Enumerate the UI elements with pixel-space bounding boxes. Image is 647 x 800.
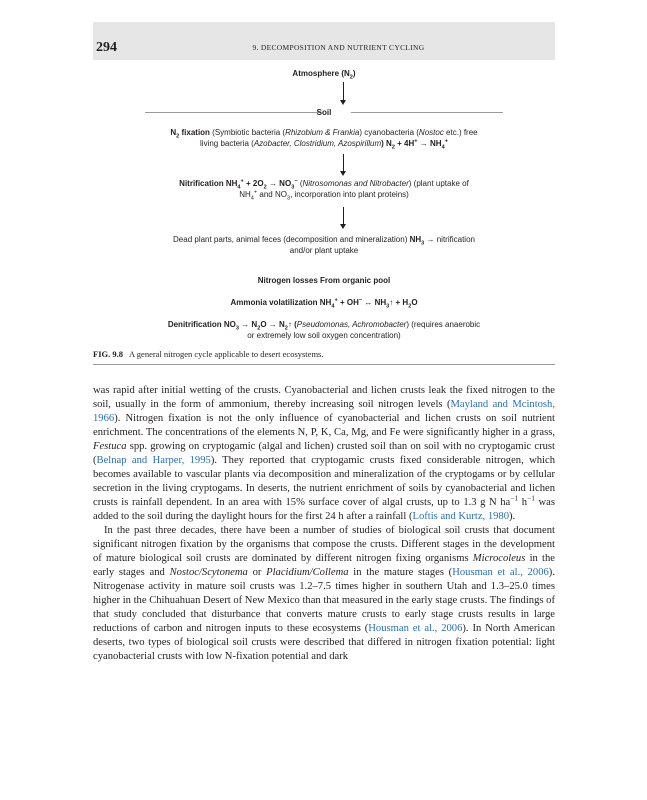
paragraph-2: In the past three decades, there have been a number of studies of biological soil crusts that document significant nitrogen fixation by the organisms that compose the crusts. Different stages in the development of mature biological soil crusts are dominated by different nitrogen fixing organisms Microcoleus in the early stages and Nostoc/Scytonema or Placidium/Collema in the mature stages (Housman et al., 2006). Nitrogenase activity in mature soil crusts was 1.2–7.5 times higher in southern Utah and 1.3–25.0 times higher in the Chihuahuan Desert of New Mexico than that measured in the early stage crusts. The findings of that study concluded that disturbance that converts mature crusts to early stage crusts results in large reductions of carbon and nitrogen inputs to these ecosystems (Housman et al., 2006). In North American deserts, two types of biological soil crusts were described that differed in nitrogen fixation potential: light cyanobacterial crusts with low N-fixation potential and dark [93,525,556,662]
soil-label: Soil [316,108,332,117]
caption-rule [93,364,555,365]
decomposition-node: Dead plant parts, animal feces (decomposition and mineralization) $NH_3$ → nitrification and/or plant uptake [173,235,475,255]
atmosphere-node: Atmosphere $(N_2)$ [292,69,356,81]
citation-link[interactable]: Housman et al., 2006 [368,623,463,634]
nitrification-node: Nitrification $NH_4^+ + 2O_2 \to NO_3^-$ (Nitrosomonas and Nitrobacter) (plant uptake of $NH_4^+$ and $NO_3$, incorporation into plant proteins) [179,178,469,202]
citation-link[interactable]: Housman et al., 2006 [452,567,549,578]
paragraph-1: was rapid after initial wetting of the crusts. Cyanobacterial and lichen crusts leak the fixed nitrogen to the soil, usually in the form of ammonium, thereby increasing soil nitrogen levels (Mayland and Mcintosh, 1966). Nitrogen fixation is not the only influence of cyanobacterial and lichen crusts on soil nutrient enrichment. The concentrations of the elements N, P, K, Ca, Mg, and Fe were significantly higher in a grass, Festuca spp. growing on cryptogamic (algal and lichen) crusted soil than on soil with no cryptogamic crust (Belnap and Harper, 1995). They reported that cryptogamic crusts fixed considerable nitrogen, which becomes available to vascular plants via decomposition and mineralization of the cryptogams or by cellular secretion in the living cryptogams. In deserts, the nutrient enrichment of soils by cyanobacterial and lichen crusts is rainfall dependent. In an area with 15% surface cover of algal crusts, up to 1.3 g N $ha^{-1}$ $h^{-1}$ was added to the soil during the daylight hours for the first 24 h after a rainfall (Loftis and Kurtz, 1980). [93,385,556,522]
citation-link[interactable]: Belnap and Harper, 1995 [96,455,211,466]
arrow-3 [343,207,344,225]
arrow-1 [343,82,344,101]
figure-caption-text: A general nitrogen cycle applicable to desert ecosystems. [129,349,324,359]
arrow-2 [343,154,344,172]
losses-title: Nitrogen losses From organic pool [257,276,391,285]
figure-caption [93,349,555,359]
volatilization-node: Ammonia volatilization $NH_4^+ + OH^-$ ↔ $NH_3↑ + H_2O$ [230,297,418,310]
denitrification-node: Denitrification $NO_3 \to N_2O$ → $N_2↑$ (Pseudomonas, Achromobacter) (requires anaerobic or extremely low soil oxygen concentration) [167,320,481,340]
soil-divider-right [351,112,503,113]
running-head: 9. DECOMPOSITION AND NUTRIENT CYCLING [252,43,425,52]
figure-label: FIG. 9.8 [93,349,123,359]
citation-link[interactable]: Mayland and Mcintosh, 1966 [93,399,556,424]
page-number: 294 [96,40,117,55]
header-bar [93,22,555,60]
fixation-node: $N_2$ fixation (Symbiotic bacteria (Rhizobium & Frankia) cyanobacteria (Nostoc etc.) free living bacteria (Azobacter, Clostridium, Azospirillum) $N_2 + 4H^+ \to NH_4^+$ [170,128,478,151]
citation-link[interactable]: Loftis and Kurtz, 1980 [412,511,510,522]
body-text [93,384,555,664]
